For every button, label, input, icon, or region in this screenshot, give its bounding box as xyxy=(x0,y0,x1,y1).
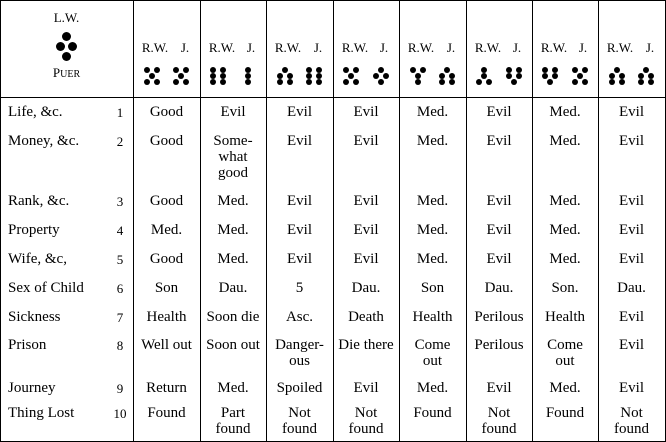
table-cell: Not found xyxy=(614,405,649,437)
table-cell: Med. xyxy=(549,193,581,209)
grid-line xyxy=(598,0,599,442)
table-cell: Med. xyxy=(150,222,183,238)
row-number: 9 xyxy=(116,381,124,396)
table-cell: Good xyxy=(149,193,184,209)
table-cell: Evil xyxy=(486,193,512,209)
table-cell: Med. xyxy=(217,380,249,396)
table-cell: Not found xyxy=(481,405,517,437)
table-cell: Come out xyxy=(547,337,583,369)
table-cell: Perilous xyxy=(474,337,524,353)
grid-line xyxy=(0,0,1,442)
row-number: 6 xyxy=(116,281,124,296)
table-cell: Die there xyxy=(338,337,394,353)
row-number: 7 xyxy=(116,310,124,325)
row-label: Thing Lost xyxy=(8,405,75,421)
row-label: Sickness xyxy=(8,309,61,325)
column-label-right: J. xyxy=(246,40,256,55)
grid-line xyxy=(133,0,134,442)
table-cell: Med. xyxy=(217,222,249,238)
table-cell: Health xyxy=(545,309,585,325)
grid-line xyxy=(200,0,201,442)
column-label-left: R.W. xyxy=(141,40,169,55)
table-cell: Some- what good xyxy=(213,133,253,181)
table-cell: Evil xyxy=(486,251,512,267)
table-cell: Dau. xyxy=(617,280,646,296)
table-cell: Found xyxy=(413,405,452,421)
table-cell: Not found xyxy=(348,405,384,437)
table-cell: Soon out xyxy=(206,337,260,353)
table-cell: Good xyxy=(149,251,184,267)
table-cell: Evil xyxy=(287,133,312,149)
table-cell: Spoiled xyxy=(276,380,323,396)
table-cell: Med. xyxy=(416,193,449,209)
table-cell: Not found xyxy=(282,405,317,437)
column-label-right: J. xyxy=(512,40,522,55)
table-cell: Danger- ous xyxy=(275,337,324,369)
column-label-right: J. xyxy=(446,40,456,55)
grid-line xyxy=(333,0,334,442)
table-cell: Part found xyxy=(215,405,251,437)
table-cell: Evil xyxy=(486,380,512,396)
table-cell: Son. xyxy=(551,280,579,296)
table-cell: Med. xyxy=(416,222,449,238)
table-cell: Med. xyxy=(549,133,581,149)
table-cell: Perilous xyxy=(474,309,524,325)
table-cell: Evil xyxy=(619,309,644,325)
column-label-right: J. xyxy=(180,40,190,55)
table-cell: Evil xyxy=(619,193,644,209)
table-cell: Evil xyxy=(353,222,379,238)
table-cell: Med. xyxy=(549,104,581,120)
table-cell: Health xyxy=(412,309,453,325)
table-cell: Son xyxy=(420,280,445,296)
table-cell: Med. xyxy=(217,193,249,209)
grid-line xyxy=(399,0,400,442)
table-cell: Evil xyxy=(353,193,379,209)
column-label-left: R.W. xyxy=(407,40,435,55)
table-cell: Med. xyxy=(549,222,581,238)
row-number: 2 xyxy=(116,134,124,149)
table-cell: Evil xyxy=(619,337,644,353)
table-cell: Son xyxy=(154,280,179,296)
row-label: Life, &c. xyxy=(8,104,63,120)
column-label-left: R.W. xyxy=(474,40,502,55)
table-cell: Death xyxy=(348,309,384,325)
column-label-right: J. xyxy=(313,40,323,55)
table-cell: Return xyxy=(146,380,187,396)
table-cell: Evil xyxy=(486,133,512,149)
table-cell: Come out xyxy=(414,337,451,369)
table-cell: Good xyxy=(149,104,184,120)
row-number: 1 xyxy=(116,105,124,120)
row-label: Journey xyxy=(8,380,56,396)
table-cell: Good xyxy=(149,133,184,149)
table-cell: Found xyxy=(545,405,585,421)
table-cell: Found xyxy=(147,405,186,421)
grid-line xyxy=(532,0,533,442)
column-label-left: R.W. xyxy=(208,40,236,55)
table-cell: Evil xyxy=(619,251,644,267)
grid-line xyxy=(266,0,267,442)
column-label-right: J. xyxy=(578,40,588,55)
table-cell: Evil xyxy=(287,222,312,238)
table-cell: Well out xyxy=(141,337,192,353)
table-cell: Evil xyxy=(353,380,379,396)
table-cell: Evil xyxy=(287,193,312,209)
row-number: 10 xyxy=(113,406,127,421)
table-cell: Evil xyxy=(287,251,312,267)
table-cell: 5 xyxy=(295,280,304,296)
table-cell: Evil xyxy=(353,133,379,149)
row-label: Sex of Child xyxy=(8,280,84,296)
table-cell: Med. xyxy=(217,251,249,267)
table-cell: Asc. xyxy=(285,309,314,325)
table-cell: Evil xyxy=(619,222,644,238)
corner-top-label: L.W. xyxy=(53,10,80,25)
row-label: Prison xyxy=(8,337,47,353)
table-cell: Evil xyxy=(619,380,644,396)
table-cell: Med. xyxy=(416,380,449,396)
table-cell: Med. xyxy=(416,251,449,267)
row-number: 8 xyxy=(116,338,124,353)
corner-bottom-label: PUER xyxy=(52,65,81,80)
table-cell: Evil xyxy=(619,104,644,120)
table-cell: Dau. xyxy=(484,280,514,296)
row-number: 3 xyxy=(116,194,124,209)
table-cell: Soon die xyxy=(206,309,260,325)
column-label-left: R.W. xyxy=(606,40,634,55)
table-cell: Evil xyxy=(486,104,512,120)
table-cell: Dau. xyxy=(218,280,248,296)
table-cell: Med. xyxy=(416,133,449,149)
column-label-left: R.W. xyxy=(341,40,369,55)
table-cell: Med. xyxy=(549,251,581,267)
column-label-right: J. xyxy=(379,40,389,55)
table-cell: Dau. xyxy=(351,280,381,296)
column-label-left: R.W. xyxy=(540,40,568,55)
row-label: Wife, &c, xyxy=(8,251,67,267)
row-number: 5 xyxy=(116,252,124,267)
column-label-right: J. xyxy=(645,40,655,55)
row-label: Property xyxy=(8,222,60,238)
table-cell: Med. xyxy=(416,104,449,120)
row-label: Rank, &c. xyxy=(8,193,70,209)
column-label-left: R.W. xyxy=(274,40,302,55)
table-cell: Evil xyxy=(353,104,379,120)
row-number: 4 xyxy=(116,223,124,238)
table-cell: Evil xyxy=(619,133,644,149)
table-cell: Evil xyxy=(287,104,312,120)
table-cell: Evil xyxy=(220,104,246,120)
table-cell: Evil xyxy=(486,222,512,238)
grid-line xyxy=(466,0,467,442)
table-cell: Health xyxy=(146,309,187,325)
table-cell: Evil xyxy=(353,251,379,267)
row-label: Money, &c. xyxy=(8,133,80,149)
table-cell: Med. xyxy=(549,380,581,396)
